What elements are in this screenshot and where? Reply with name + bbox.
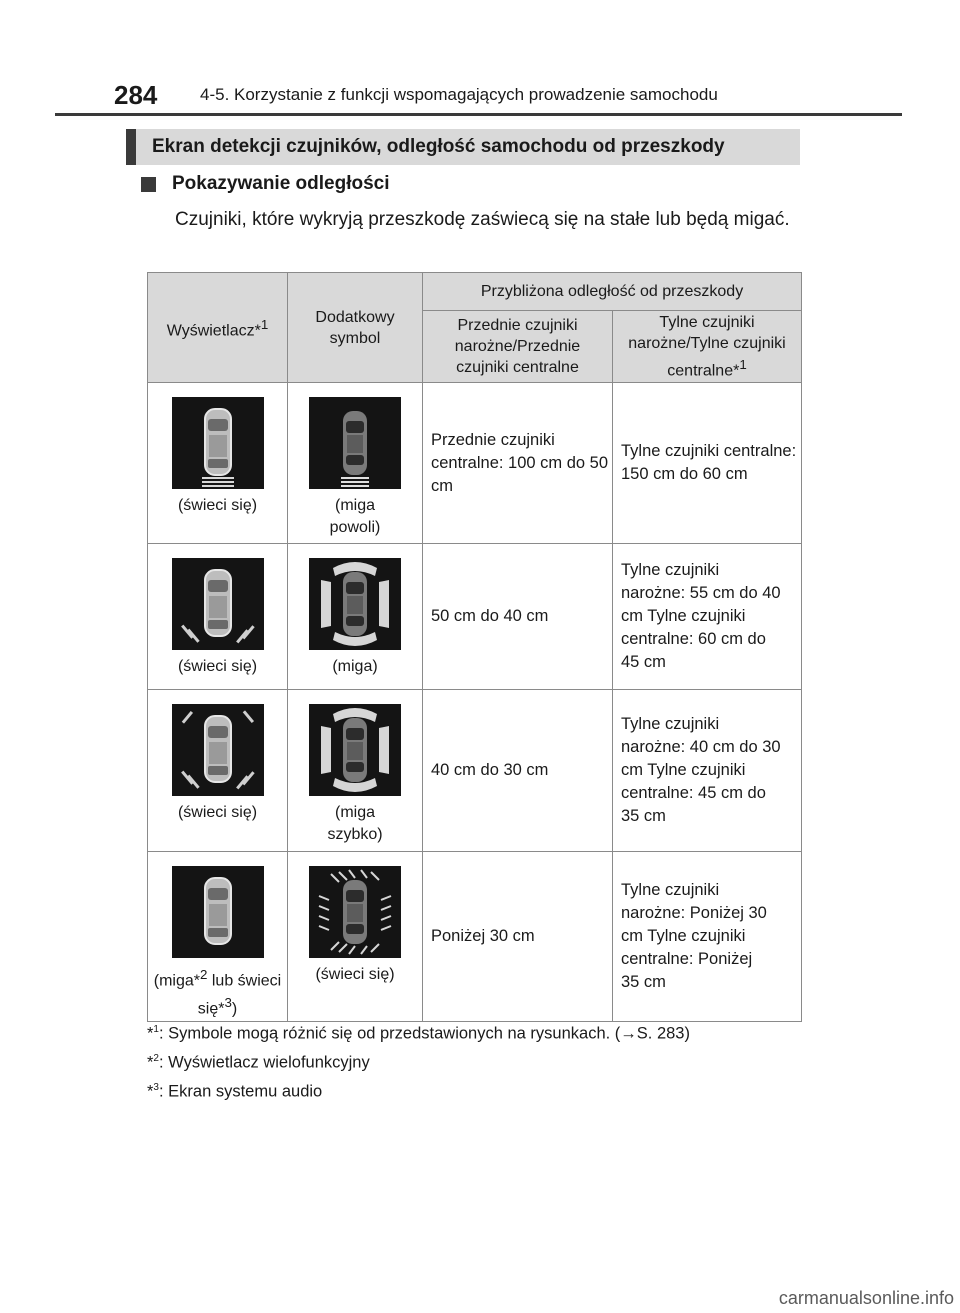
footnote-sup: 3: [153, 1082, 159, 1093]
header-extra-symbol: [288, 273, 423, 383]
front-distance-cell: 50 cm do 40 cm: [423, 544, 613, 690]
display-caption-part-b: lub świeci się*: [197, 972, 282, 1018]
rear-distance-text: Tylne czujniki narożne: 40 cm do 30 cm Tylne czujniki centralne: 45 cm do 35 cm: [621, 715, 781, 825]
display-caption: (świeci się): [177, 497, 258, 514]
header-rear-sensors-sup: 1: [739, 356, 747, 372]
display-caption-part-a: (miga*: [153, 972, 200, 990]
header-rear-sensors: [613, 311, 802, 383]
section-title-text: Ekran detekcji czujników, odległość samochodu od przeszkody: [152, 136, 725, 157]
subheading-text: Pokazywanie odległości: [172, 173, 390, 194]
intro-paragraph: Czujniki, które wykryją przeszkodę zaświecą się na stałe lub będą migać.: [175, 209, 790, 230]
table-row: [148, 690, 802, 852]
footnote-mark: *: [147, 1053, 154, 1072]
symbol-cell: [288, 383, 423, 544]
footnote-text: : Ekran systemu audio: [158, 1082, 323, 1101]
display-car-icon: [172, 558, 264, 650]
rear-distance-cell: [613, 544, 802, 690]
rear-distance-text: Tylne czujniki narożne: Poniżej 30 cm Tylne czujniki centralne: Poniżej 35 cm: [621, 880, 767, 991]
symbol-caption: (miga): [332, 658, 378, 675]
header-display-sup: 1: [260, 316, 269, 332]
symbol-caption: (miga powoli): [329, 497, 381, 536]
display-caption: (świeci się): [177, 658, 258, 675]
front-distance-cell: 40 cm do 30 cm: [423, 690, 613, 852]
footnote-text: : Symbole mogą różnić się od przedstawionych na rysunkach. (→S. 283): [158, 1024, 690, 1043]
header-rear-sensors-wrap: [615, 312, 800, 381]
symbol-cell: [288, 852, 423, 1022]
display-caption: (świeci się): [177, 804, 258, 821]
front-distance-cell: Przednie czujniki centralne: 100 cm do 50 cm: [423, 383, 613, 544]
header-extra-symbol-text: Dodatkowy symbol: [315, 308, 395, 347]
bullet-square-icon: [141, 177, 156, 192]
footnote-sup: 2: [153, 1053, 159, 1064]
footnote-mark: *: [147, 1082, 154, 1101]
display-car-icon: [172, 397, 264, 489]
symbol-caption: (świeci się): [315, 966, 395, 983]
display-caption-sup-b: 3: [224, 995, 232, 1011]
footnote-1: [147, 1024, 690, 1044]
display-cell: [148, 383, 288, 544]
symbol-cell: [288, 690, 423, 852]
footnote-sup: 1: [153, 1024, 159, 1035]
display-cell: [148, 544, 288, 690]
rear-distance-cell: [613, 690, 802, 852]
display-caption-part-c: ): [231, 1000, 238, 1018]
rear-distance-cell: [613, 852, 802, 1022]
display-cell: [148, 852, 288, 1022]
footnote-3: [147, 1082, 322, 1102]
footnote-2: [147, 1053, 370, 1073]
header-front-sensors-text: Przednie czujniki narożne/Przednie czujniki centralne: [454, 317, 581, 376]
symbol-car-icon: [309, 704, 401, 796]
watermark: carmanualsonline.info: [778, 1288, 954, 1308]
header-rule: [55, 113, 902, 116]
table-row: [148, 383, 802, 544]
table-row: [148, 544, 802, 690]
page-number: 284: [114, 80, 158, 110]
header-display: [148, 273, 288, 383]
display-caption: [148, 964, 287, 1021]
symbol-cell: [288, 544, 423, 690]
footnote-mark: *: [147, 1024, 154, 1043]
distance-table: [147, 272, 802, 1022]
display-car-icon: [172, 866, 264, 958]
table-row: [148, 852, 802, 1022]
display-car-icon: [172, 704, 264, 796]
header-approx-distance: Przybliżona odległość od przeszkody: [423, 273, 802, 311]
footnote-text: : Wyświetlacz wielofunkcyjny: [158, 1053, 370, 1072]
front-distance-cell: Poniżej 30 cm: [423, 852, 613, 1022]
symbol-car-icon: [309, 397, 401, 489]
display-caption-sup-a: 2: [200, 967, 208, 982]
header-display-text: Wyświetlacz*: [166, 322, 261, 340]
display-cell: [148, 690, 288, 852]
rear-distance-text: Tylne czujniki narożne: 55 cm do 40 cm Tylne czujniki centralne: 60 cm do 45 cm: [621, 561, 781, 671]
symbol-car-icon: [309, 866, 401, 958]
chapter-title: 4-5. Korzystanie z funkcji wspomagających prowadzenie samochodu: [200, 85, 718, 104]
header-rear-sensors-text: Tylne czujniki narożne/Tylne czujniki centralne*: [628, 313, 786, 380]
section-title: [126, 129, 800, 165]
header-front-sensors: [423, 311, 613, 383]
rear-distance-cell: Tylne czujniki centralne: 150 cm do 60 cm: [613, 383, 802, 544]
subheading: [126, 173, 390, 195]
symbol-car-icon: [309, 558, 401, 650]
symbol-caption: (miga szybko): [327, 804, 383, 843]
